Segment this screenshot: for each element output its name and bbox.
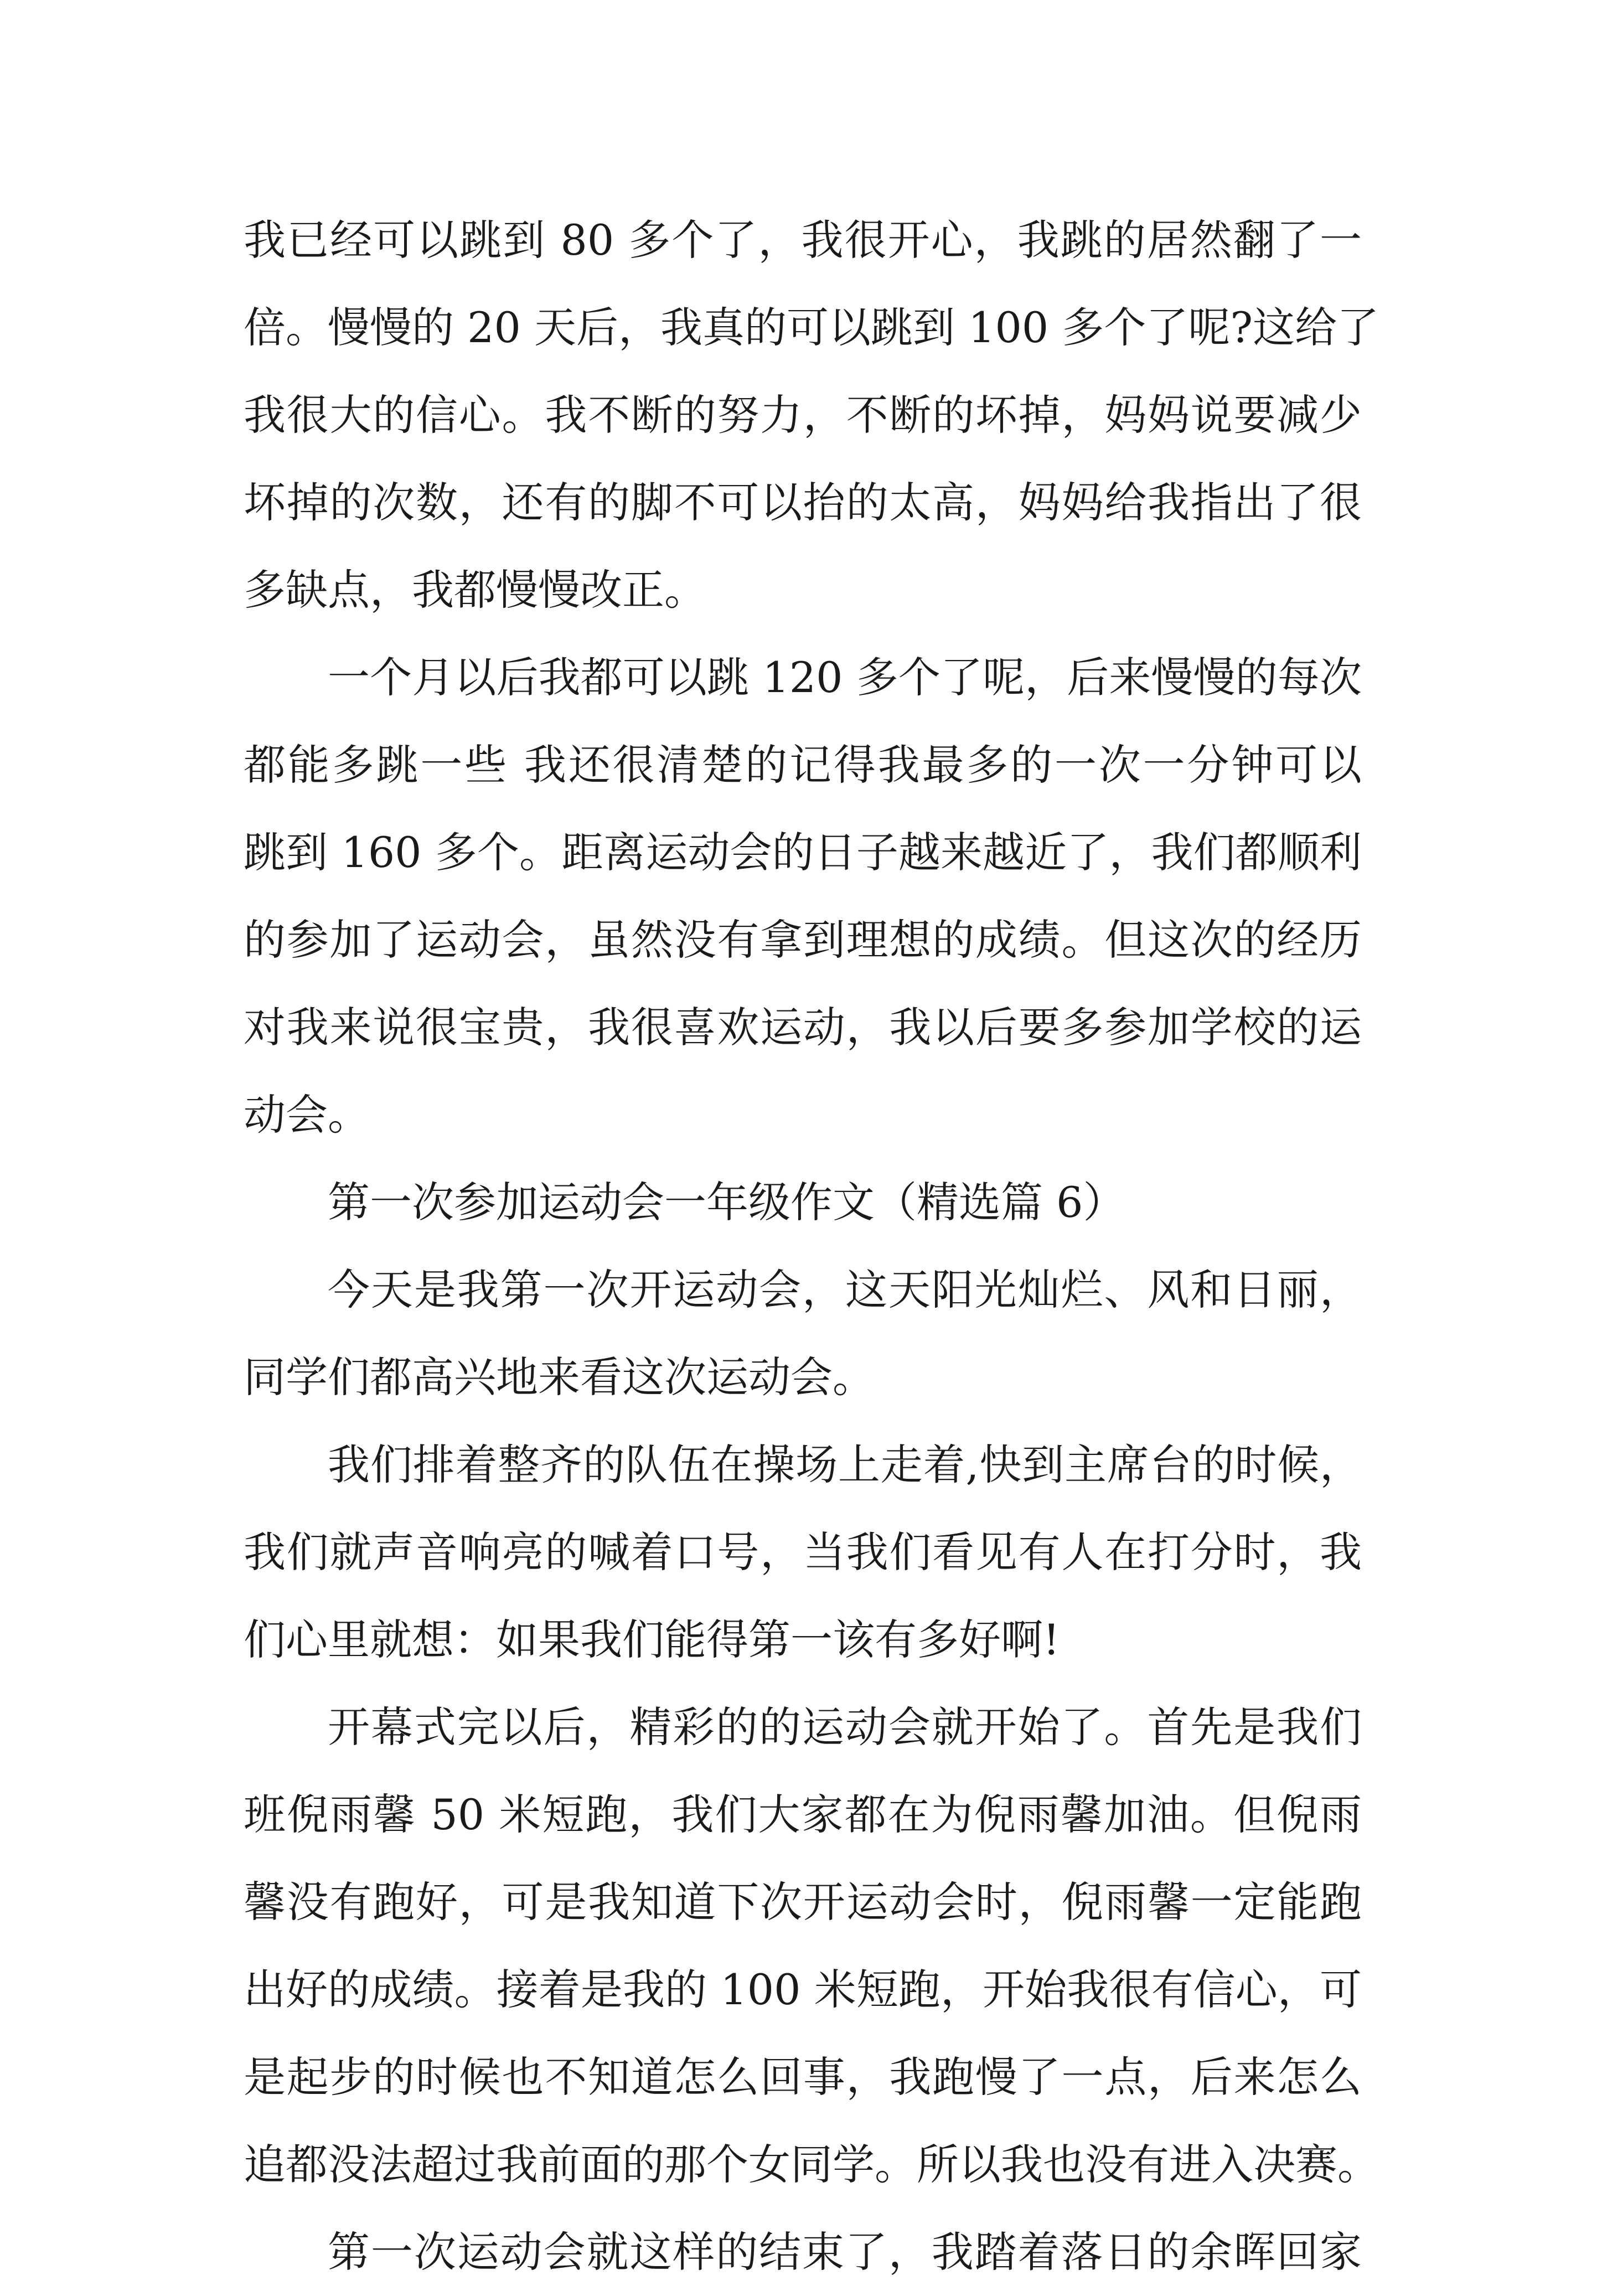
text-line: 第一次运动会就这样的结束了，我踏着落日的余晖回家 [328,2227,1362,2277]
text-line: 动会。 [244,1090,370,1139]
text-line: 我已经可以跳到 80 多个了，我很开心，我跳的居然翻了一 [244,215,1362,265]
text-line: 班倪雨馨 50 米短跑，我们大家都在为倪雨馨加油。但倪雨 [244,1790,1362,1839]
text-line: 同学们都高兴地来看这次运动会。 [244,1353,875,1402]
text-line: 馨没有跑好，可是我知道下次开运动会时，倪雨馨一定能跑 [244,1877,1362,1927]
text-line: 追都没法超过我前面的那个女同学。所以我也没有进入决赛。 [244,2140,1379,2189]
text-line: 我们排着整齐的队伍在操场上走着,快到主席台的时候， [328,1440,1362,1489]
text-line: 我很大的信心。我不断的努力，不断的坏掉，妈妈说要减少 [244,390,1362,440]
text-line: 都能多跳一些 我还很清楚的记得我最多的一次一分钟可以 [244,740,1362,790]
text-line: 开幕式完以后，精彩的的运动会就开始了。首先是我们 [328,1702,1362,1752]
text-line: 倍。慢慢的 20 天后，我真的可以跳到 100 多个了呢?这给了 [244,303,1379,352]
text-line: 今天是我第一次开运动会，这天阳光灿烂、风和日丽， [328,1265,1362,1314]
text-line: 们心里就想：如果我们能得第一该有多好啊! [244,1615,1060,1664]
essay-body [244,197,1379,2296]
text-line: 一个月以后我都可以跳 120 多个了呢，后来慢慢的每次 [328,653,1362,702]
text-line: 对我来说很宝贵，我很喜欢运动，我以后要多参加学校的运 [244,1003,1362,1052]
text-line: 跳到 160 多个。距离运动会的日子越来越近了，我们都顺利 [244,828,1362,877]
text-line: 第一次参加运动会一年级作文（精选篇 6） [328,1178,1125,1227]
text-line: 坏掉的次数，还有的脚不可以抬的太高，妈妈给我指出了很 [244,478,1362,527]
text-line: 的参加了运动会，虽然没有拿到理想的成绩。但这次的经历 [244,915,1362,964]
text-line: 是起步的时候也不知道怎么回事，我跑慢了一点，后来怎么 [244,2052,1362,2102]
text-line: 出好的成绩。接着是我的 100 米短跑，开始我很有信心，可 [244,1965,1362,2014]
text-line: 多缺点，我都慢慢改正。 [244,565,706,615]
text-line: 我们就声音响亮的喊着口号，当我们看见有人在打分时，我 [244,1528,1362,1577]
